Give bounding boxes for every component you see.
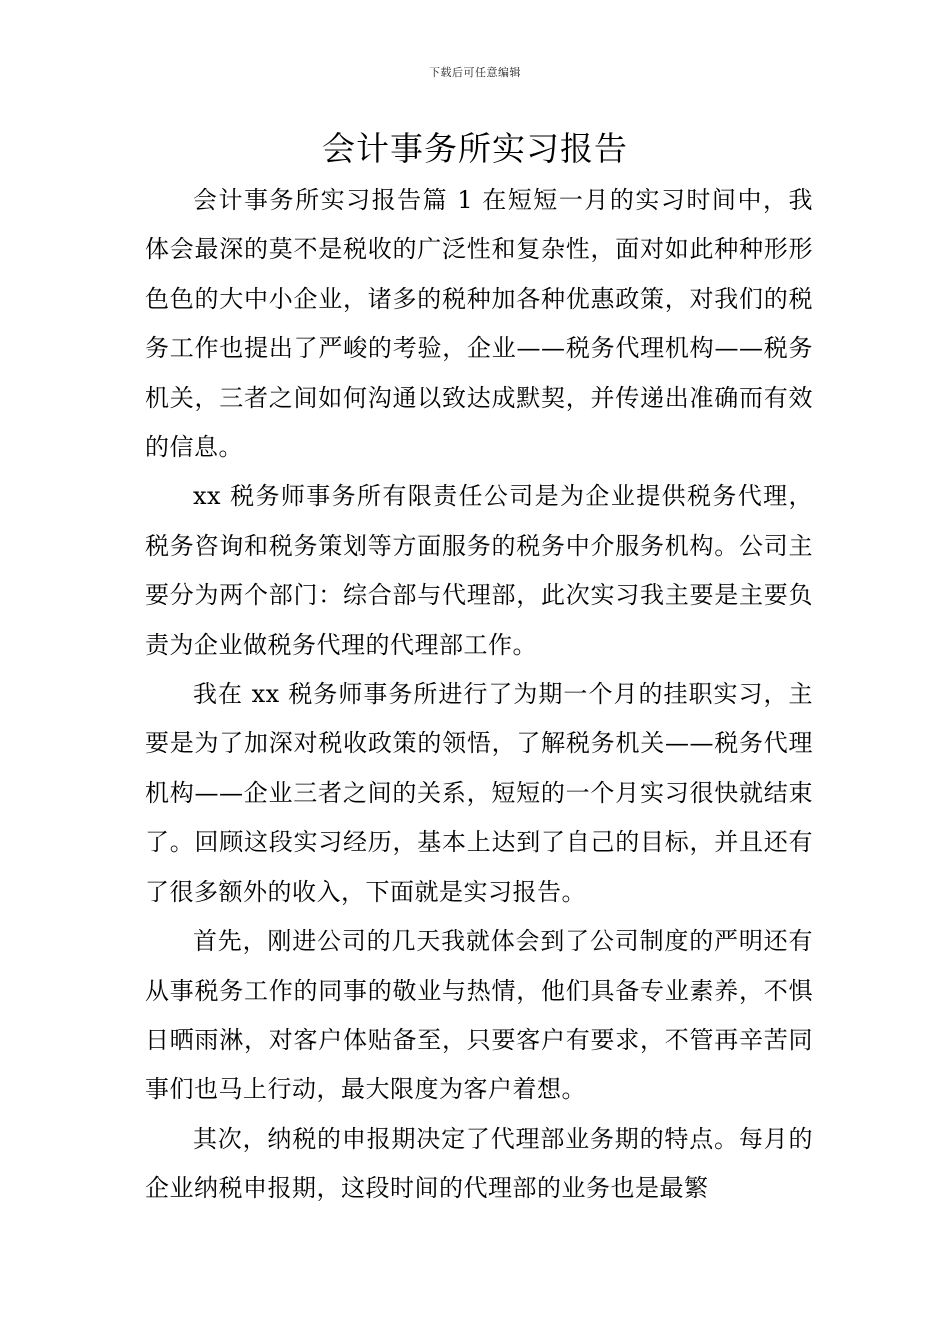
document-body (145, 176, 813, 1214)
paragraph-3: 我在 xx 税务师事务所进行了为期一个月的挂职实习，主要是为了加深对税收政策的领悟，了解税务机关——税务代理机构——企业三者之间的关系，短短的一个月实习很快就结束了。回顾这段实习经历，基本上达到了自己的目标，并且还有了很多额外的收入，下面就是实习报告。 (145, 680, 813, 906)
paragraph-2: xx 税务师事务所有限责任公司是为企业提供税务代理，税务咨询和税务策划等方面服务的税务中介服务机构。公司主要分为两个部门：综合部与代理部，此次实习我主要是主要负责为企业做税务代理的代理部工作。 (145, 482, 813, 659)
paragraph-1: 会计事务所实习报告篇 1 在短短一月的实习时间中，我体会最深的莫不是税收的广泛性和复杂性，面对如此种种形形色色的大中小企业，诸多的税种加各种优惠政策，对我们的税务工作也提出了严峻的考验，企业——税务代理机构——税务机关，三者之间如何沟通以致达成默契，并传递出准确而有效的信息。 (145, 186, 813, 462)
page-header: 下载后可任意编辑 (429, 66, 521, 79)
paragraph-5: 其次，纳税的申报期决定了代理部业务期的特点。每月的企业纳税申报期，这段时间的代理部的业务也是最繁 (145, 1124, 813, 1203)
paragraph-4: 首先，刚进公司的几天我就体会到了公司制度的严明还有从事税务工作的同事的敬业与热情，他们具备专业素养，不惧日晒雨淋，对客户体贴备至，只要客户有要求，不管再辛苦同事们也马上行动，最大限度为客户着想。 (145, 927, 813, 1104)
document-title: 会计事务所实习报告 (322, 129, 628, 168)
